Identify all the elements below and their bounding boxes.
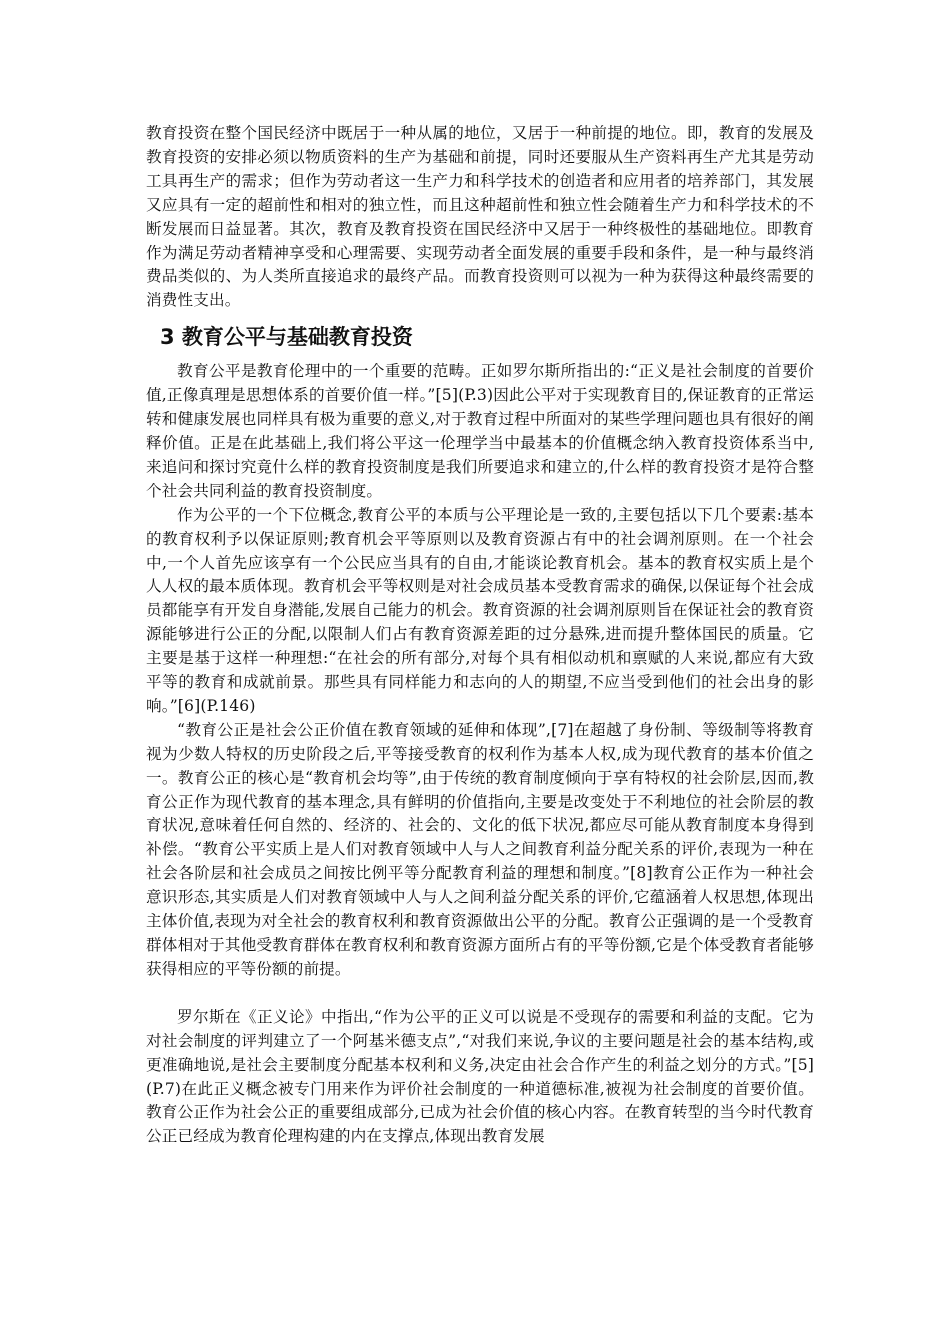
document-body: [146, 122, 814, 1149]
paragraph-fairness-elements: 作为公平的一个下位概念,教育公平的本质与公平理论是一致的,主要包括以下几个要素:基本的教育权利予以保证原则;教育机会平等原则以及教育资源占有中的社会调剂原则。在一个社会中,一个人首先应该享有一个公民应当具有的自由,才能谈论教育机会。基本的教育权实质上是个人人权的最本质体现。教育机会平等权则是对社会成员基本受教育需求的确保,以保证每个社会成员都能享有开发自身潜能,发展自己能力的机会。教育资源的社会调剂原则旨在保证社会的教育资源能够进行公正的分配,以限制人们占有教育资源差距的过分悬殊,进而提升整体国民的质量。它主要是基于这样一种理想:“在社会的所有部分,对每个具有相似动机和禀赋的人来说,都应有大致平等的教育和成就前景。那些具有同样能力和志向的人的期望,不应当受到他们的社会出身的影响。”[6](P.146): [146, 505, 814, 715]
section-heading: 3 教育公平与基础教育投资: [160, 325, 413, 350]
paragraph-rawls-justice: 罗尔斯在《正义论》中指出,“作为公平的正义可以说是不受现存的需要和利益的支配。它为对社会制度的评判建立了一个阿基米德支点”,“对我们来说,争议的主要问题是社会的基本结构,或更准确地说,是社会主要制度分配基本权利和义务,决定由社会合作产生的利益之划分的方式。”[5](P.7)在此正义概念被专门用来作为评价社会制度的一种道德标准,被视为社会制度的首要价值。教育公正作为社会公正的重要组成部分,已成为社会价值的核心内容。在教育转型的当今时代教育公正已经成为教育伦理构建的内在支撑点,体现出教育发展: [146, 1007, 814, 1146]
paragraph-education-justice: “教育公正是社会公正价值在教育领域的延伸和体现”,[7]在超越了身份制、等级制等将教育视为少数人特权的历史阶段之后,平等接受教育的权利作为基本人权,成为现代教育的基本价值之一。教育公正的核心是“教育机会均等”,由于传统的教育制度倾向于享有特权的社会阶层,因而,教育公正作为现代教育的基本理念,具有鲜明的价值指向,主要是改变处于不利地位的社会阶层的教育状况,意味着任何自然的、经济的、社会的、文化的低下状况,都应尽可能从教育制度本身得到补偿。“教育公平实质上是人们对教育领域中人与人之间教育利益分配关系的评价,表现为一种在社会各阶层和社会成员之间按比例平等分配教育利益的理想和制度。”[8]教育公正作为一种社会意识形态,其实质是人们对教育领域中人与人之间利益分配关系的评价,它蕴涵着人权思想,体现出主体价值,表现为对全社会的教育权利和教育资源做出公平的分配。教育公正强调的是一个受教育群体相对于其他受教育群体在教育权利和教育资源方面所占有的平等份额,它是个体受教育者能够获得相应的平等份额的前提。: [146, 720, 814, 978]
intro-paragraph: 教育投资在整个国民经济中既居于一种从属的地位，又居于一种前提的地位。即，教育的发展及教育投资的安排必须以物质资料的生产为基础和前提，同时还要服从生产资料再生产尤其是劳动工具再生产的需求；但作为劳动者这一生产力和科学技术的创造者和应用者的培养部门，其发展又应具有一定的超前性和相对的独立性，而且这种超前性和独立性会随着生产力和科学技术的不断发展而日益显著。其次，教育及教育投资在国民经济中又居于一种终极性的基础地位。即教育作为满足劳动者精神享受和心理需要、实现劳动者全面发展的重要手段和条件，是一种与最终消费品类似的、为人类所直接追求的最终产品。而教育投资则可以视为一种为获得这种最终需要的消费性支出。: [146, 124, 814, 310]
paragraph-gap: [146, 982, 814, 1006]
paragraph-education-fairness: 教育公平是教育伦理中的一个重要的范畴。正如罗尔斯所指出的:“正义是社会制度的首要价值,正像真理是思想体系的首要价值一样。”[5](P.3)因此公平对于实现教育目的,保证教育的正常运转和健康发展也同样具有极为重要的意义,对于教育过程中所面对的某些学理问题也具有很好的阐释价值。正是在此基础上,我们将公平这一伦理学当中最基本的价值概念纳入教育投资体系当中,来追问和探讨究竟什么样的教育投资制度是我们所要追求和建立的,什么样的教育投资才是符合整个社会共同利益的教育投资制度。: [146, 362, 814, 500]
